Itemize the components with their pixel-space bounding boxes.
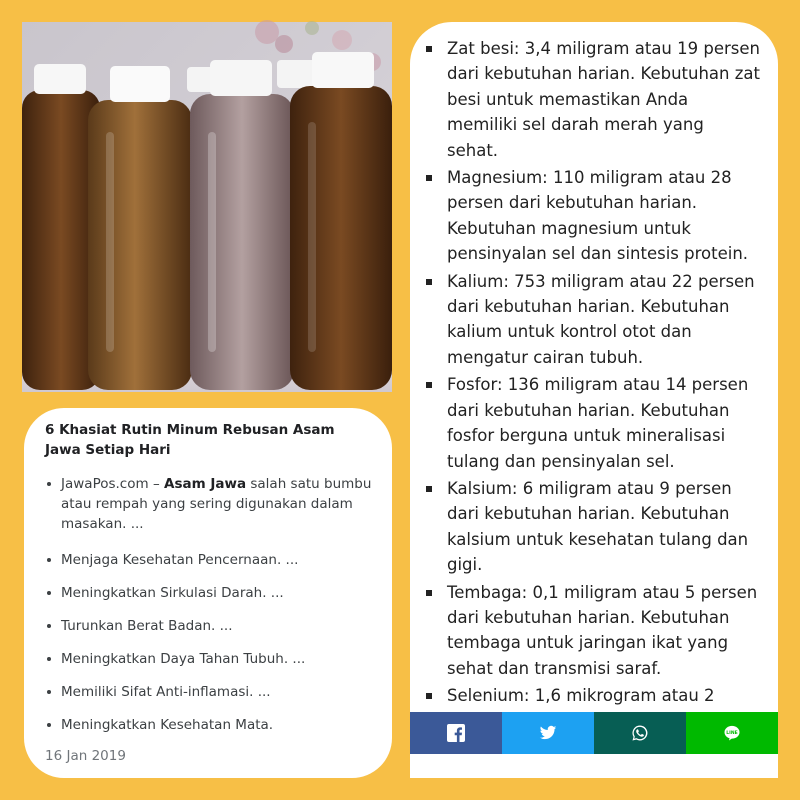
facebook-icon xyxy=(447,724,465,742)
share-line-button[interactable] xyxy=(686,712,778,754)
share-twitter-button[interactable] xyxy=(502,712,594,754)
list-item: Menjaga Kesehatan Pencernaan. ... xyxy=(45,550,372,570)
list-item: Turunkan Berat Badan. ... xyxy=(45,616,372,636)
whatsapp-icon xyxy=(631,724,649,742)
photo-card xyxy=(22,22,392,392)
nutrient-list xyxy=(410,22,778,712)
list-item: Memiliki Sifat Anti-inflamasi. ... xyxy=(45,682,372,702)
article-source: JawaPos.com xyxy=(61,476,149,492)
nutrient-item-magnesium: Magnesium: 110 miligram atau 28 persen dari kebutuhan harian. Kebutuhan magnesium untuk pensinyalan sel dan sintesis protein. xyxy=(426,165,760,267)
nutrient-item-iron: Zat besi: 3,4 miligram atau 19 persen dari kebutuhan harian. Kebutuhan zat besi untuk memastikan Anda memiliki sel darah merah yang sehat. xyxy=(426,36,760,163)
article-intro: JawaPos.com – Asam Jawa salah satu bumbu atau rempah yang sering digunakan dalam masakan. ... xyxy=(45,474,372,534)
nutrient-item-copper: Tembaga: 0,1 miligram atau 5 persen dari kebutuhan harian. Kebutuhan tembaga untuk jaringan ikat yang sehat dan transmisi saraf. xyxy=(426,580,760,682)
card-footer xyxy=(410,754,778,778)
article-title[interactable]: 6 Khasiat Rutin Minum Rebusan Asam Jawa Setiap Hari xyxy=(45,422,335,458)
article-list xyxy=(45,474,372,735)
share-whatsapp-button[interactable] xyxy=(594,712,686,754)
share-bar xyxy=(410,712,778,754)
nutrient-item-phosphorus: Fosfor: 136 miligram atau 14 persen dari kebutuhan harian. Kebutuhan fosfor berguna untuk mineralisasi tulang dan pensinyalan sel. xyxy=(426,372,760,474)
line-icon xyxy=(723,724,741,742)
nutrient-item-potassium: Kalium: 753 miligram atau 22 persen dari kebutuhan harian. Kebutuhan kalium untuk kontrol otot dan mengatur cairan tubuh. xyxy=(426,269,760,371)
list-item: Meningkatkan Daya Tahan Tubuh. ... xyxy=(45,649,372,669)
article-date: 16 Jan 2019 xyxy=(45,748,126,764)
tamarind-drink-bottles-photo xyxy=(22,22,392,392)
list-item: Meningkatkan Sirkulasi Darah. ... xyxy=(45,583,372,603)
nutrient-card xyxy=(410,22,778,778)
twitter-icon xyxy=(539,724,557,742)
nutrient-item-selenium: Selenium: 1,6 mikrogram atau 2 xyxy=(426,683,760,785)
nutrient-item-calcium: Kalsium: 6 miligram atau 9 persen dari kebutuhan harian. Kebutuhan kalsium untuk kesehatan tulang dan gigi. xyxy=(426,476,760,578)
article-snippet-card[interactable] xyxy=(24,408,392,778)
article-keyword: Asam Jawa xyxy=(164,476,247,492)
share-facebook-button[interactable] xyxy=(410,712,502,754)
list-item: Meningkatkan Kesehatan Mata. xyxy=(45,715,372,735)
svg-text:LINE: LINE xyxy=(726,730,738,736)
